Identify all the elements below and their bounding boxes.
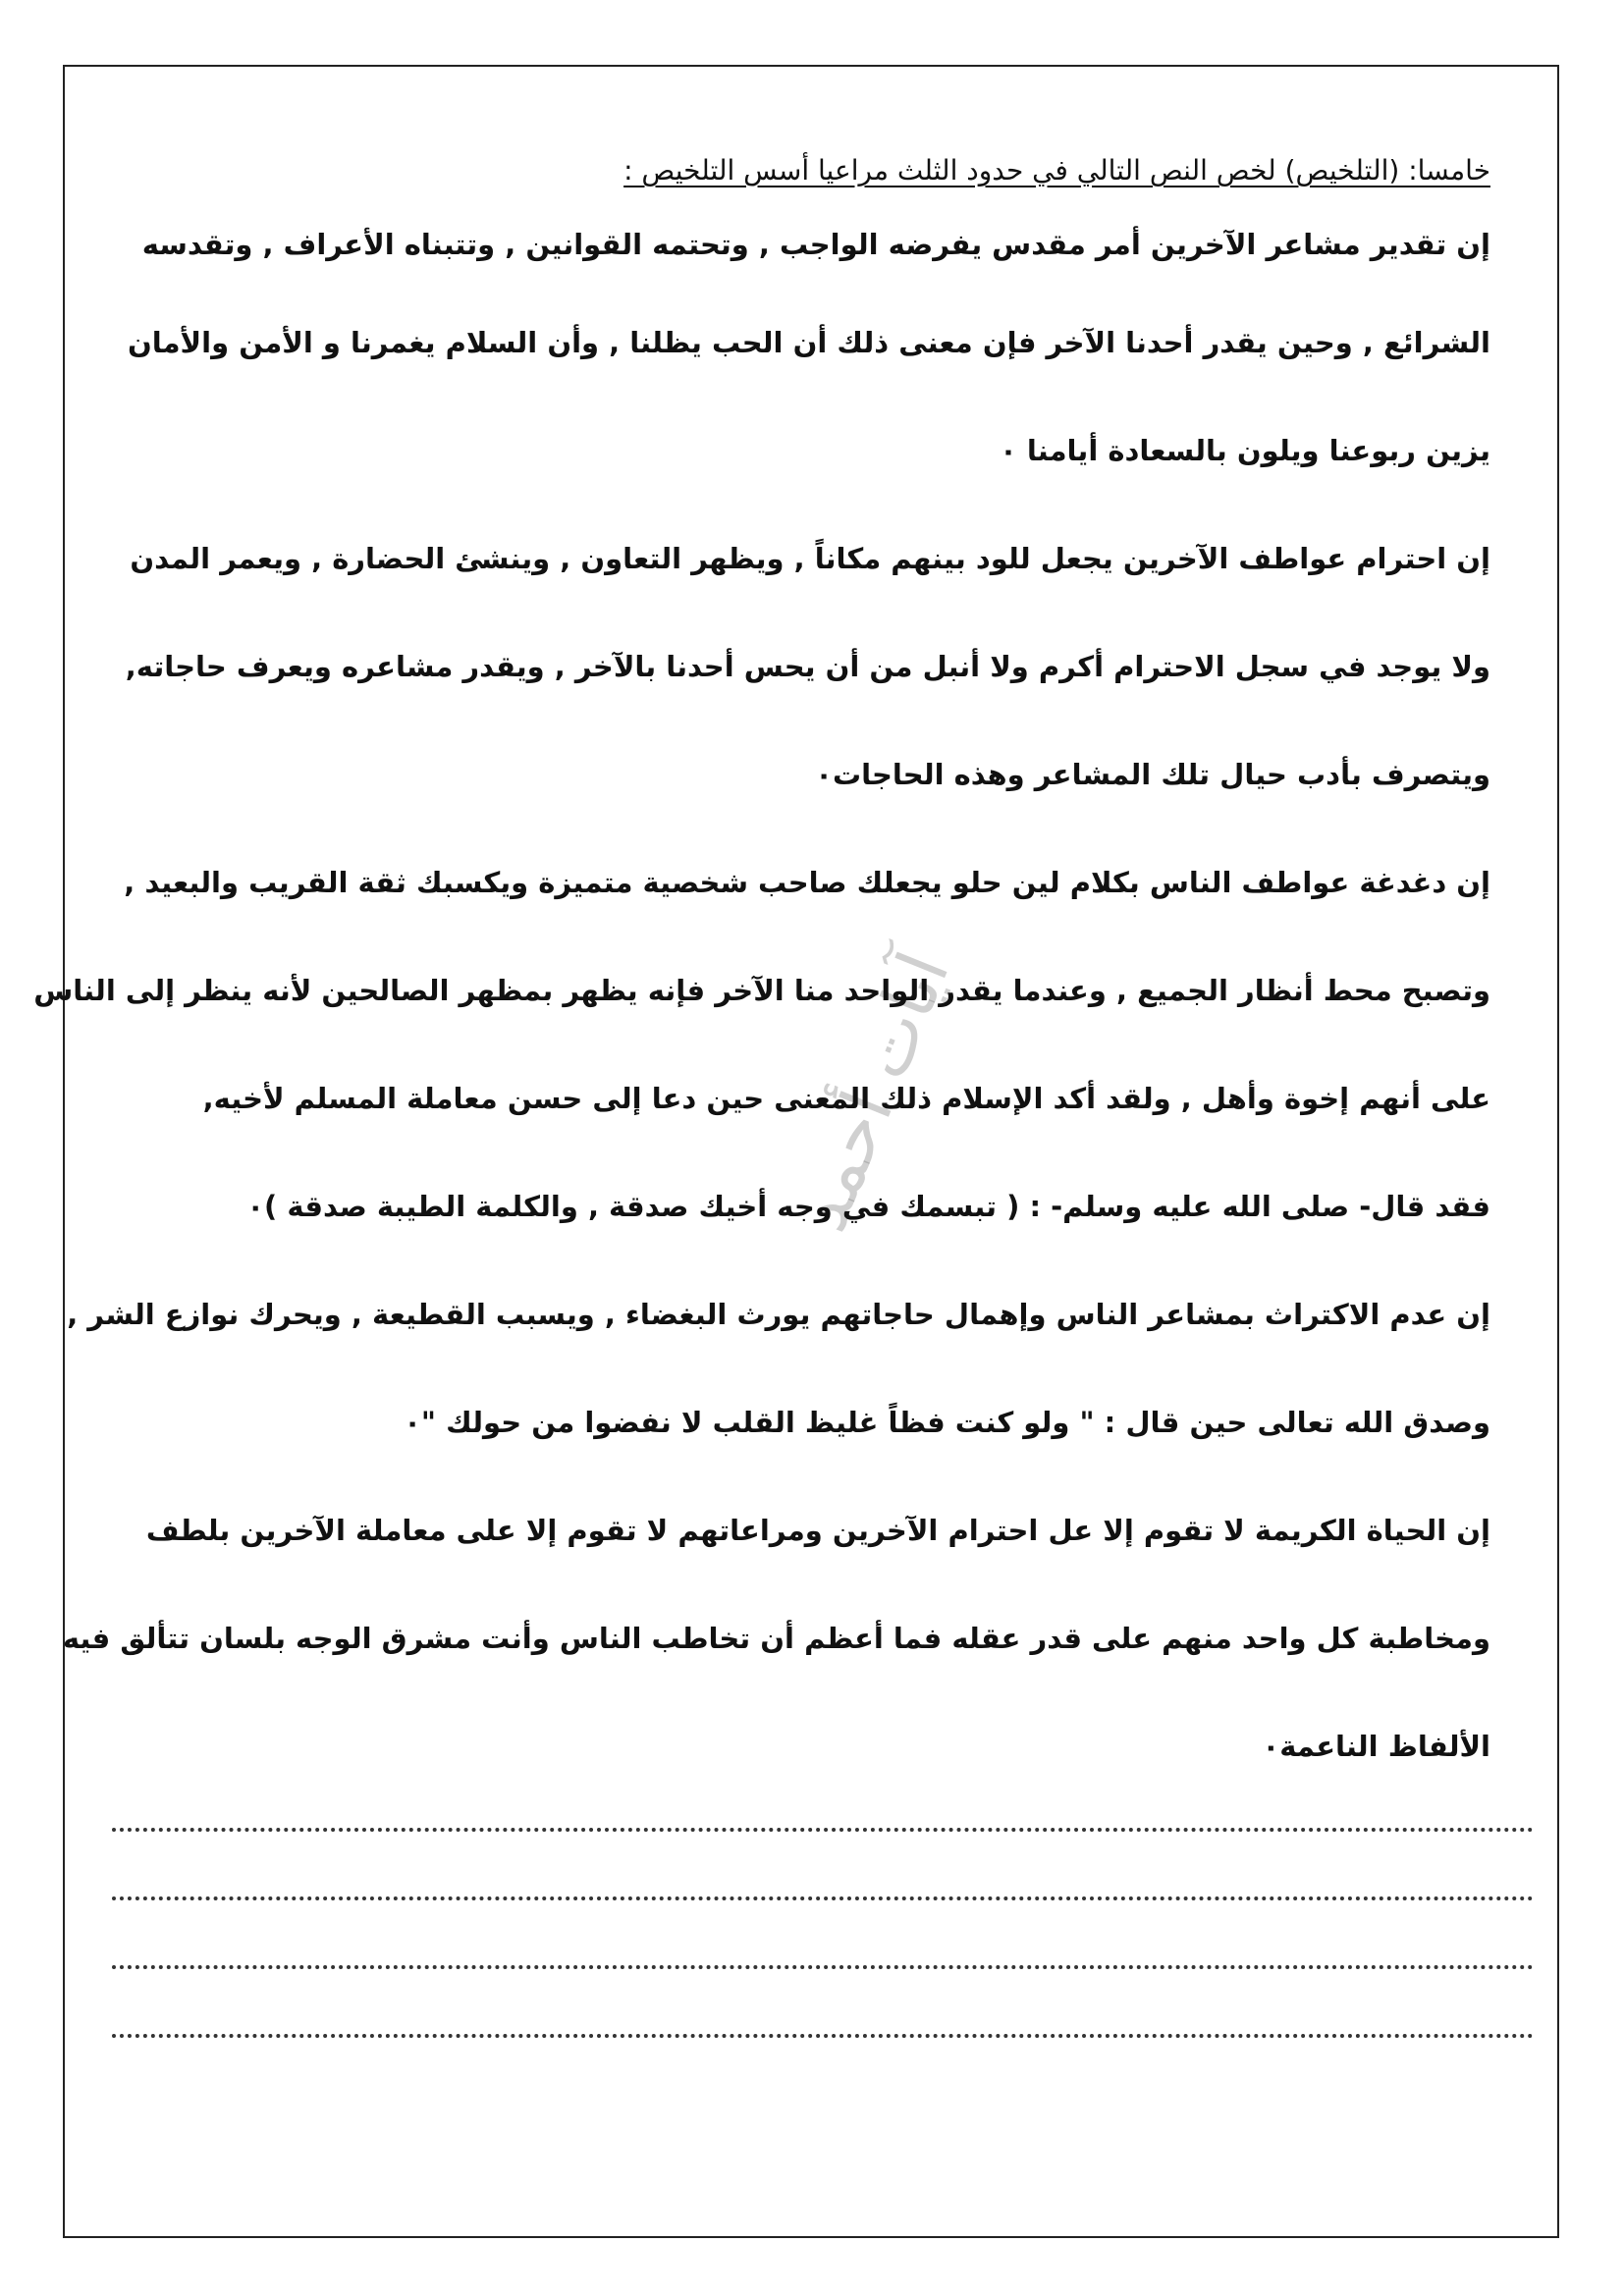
passage-line: فقد قال- صلى الله عليه وسلم- : ( تبسمك في وجه أخيك صدقة , والكلمة الطيبة صدقة )٠ xyxy=(246,1190,1490,1223)
answer-line[interactable] xyxy=(112,1965,1534,1969)
passage-line: إن دغدغة عواطف الناس بكلام لين حلو يجعلك صاحب شخصية متميزة ويكسبك ثقة القريب والبعيد , xyxy=(124,866,1490,899)
answer-line[interactable] xyxy=(112,1896,1534,1900)
passage-line: الألفاظ الناعمة٠ xyxy=(1262,1730,1490,1763)
exercise-heading: خامسا: (التلخيص) لخص النص التالي في حدود الثلث مراعيا أسس التلخيص : xyxy=(623,154,1490,187)
passage-line: الشرائع , وحين يقدر أحدنا الآخر فإن معنى ذلك أن الحب يظلنا , وأن السلام يغمرنا و الأمن والأمان xyxy=(127,326,1490,359)
answer-area[interactable] xyxy=(112,1828,1534,2103)
passage-line: إن الحياة الكريمة لا تقوم إلا عل احترام الآخرين ومراعاتهم لا تقوم إلا على معاملة الآخرين بلطف xyxy=(145,1514,1490,1547)
passage-line: وصدق الله تعالى حين قال : " ولو كنت فظاً غليظ القلب لا نفضوا من حولك "٠ xyxy=(404,1406,1490,1439)
passage xyxy=(33,200,1492,1800)
passage-line: إن تقدير مشاعر الآخرين أمر مقدس يفرضه الواجب , وتحتمه القوانين , وتتبناه الأعراف , وتقدسه xyxy=(141,228,1490,261)
passage-line: وتصبح محط أنظار الجميع , وعندما يقدر الواحد منا الآخر فإنه يظهر بمظهر الصالحين لأنه ينظر إلى الناس xyxy=(33,974,1490,1007)
answer-line[interactable] xyxy=(112,2034,1534,2038)
passage-line: على أنهم إخوة وأهل , ولقد أكد الإسلام ذلك المعنى حين دعا إلى حسن معاملة المسلم لأخيه, xyxy=(202,1082,1490,1115)
exercise-section xyxy=(33,141,1492,1800)
passage-line: ولا يوجد في سجل الاحترام أكرم ولا أنبل من أن يحس أحدنا بالآخر , ويقدر مشاعره ويعرف حاجاته, xyxy=(125,650,1490,683)
passage-line: إن احترام عواطف الآخرين يجعل للود بينهم مكاناً , ويظهر التعاون , وينشئ الحضارة , ويعمر المدن xyxy=(130,542,1490,575)
answer-line[interactable] xyxy=(112,1828,1534,1832)
passage-line: ومخاطبة كل واحد منهم على قدر عقله فما أعظم أن تخاطب الناس وأنت مشرق الوجه بلسان تتألق فيه xyxy=(62,1622,1490,1655)
passage-line: يزين ربوعنا ويلون بالسعادة أيامنا ٠ xyxy=(1000,434,1490,467)
watermark: آيات أحمد xyxy=(779,940,965,1243)
passage-line: إن عدم الاكتراث بمشاعر الناس وإهمال حاجاتهم يورث البغضاء , ويسبب القطيعة , ويحرك نوازع الشر , xyxy=(67,1298,1490,1331)
passage-line: ويتصرف بأدب حيال تلك المشاعر وهذه الحاجات٠ xyxy=(815,758,1490,791)
